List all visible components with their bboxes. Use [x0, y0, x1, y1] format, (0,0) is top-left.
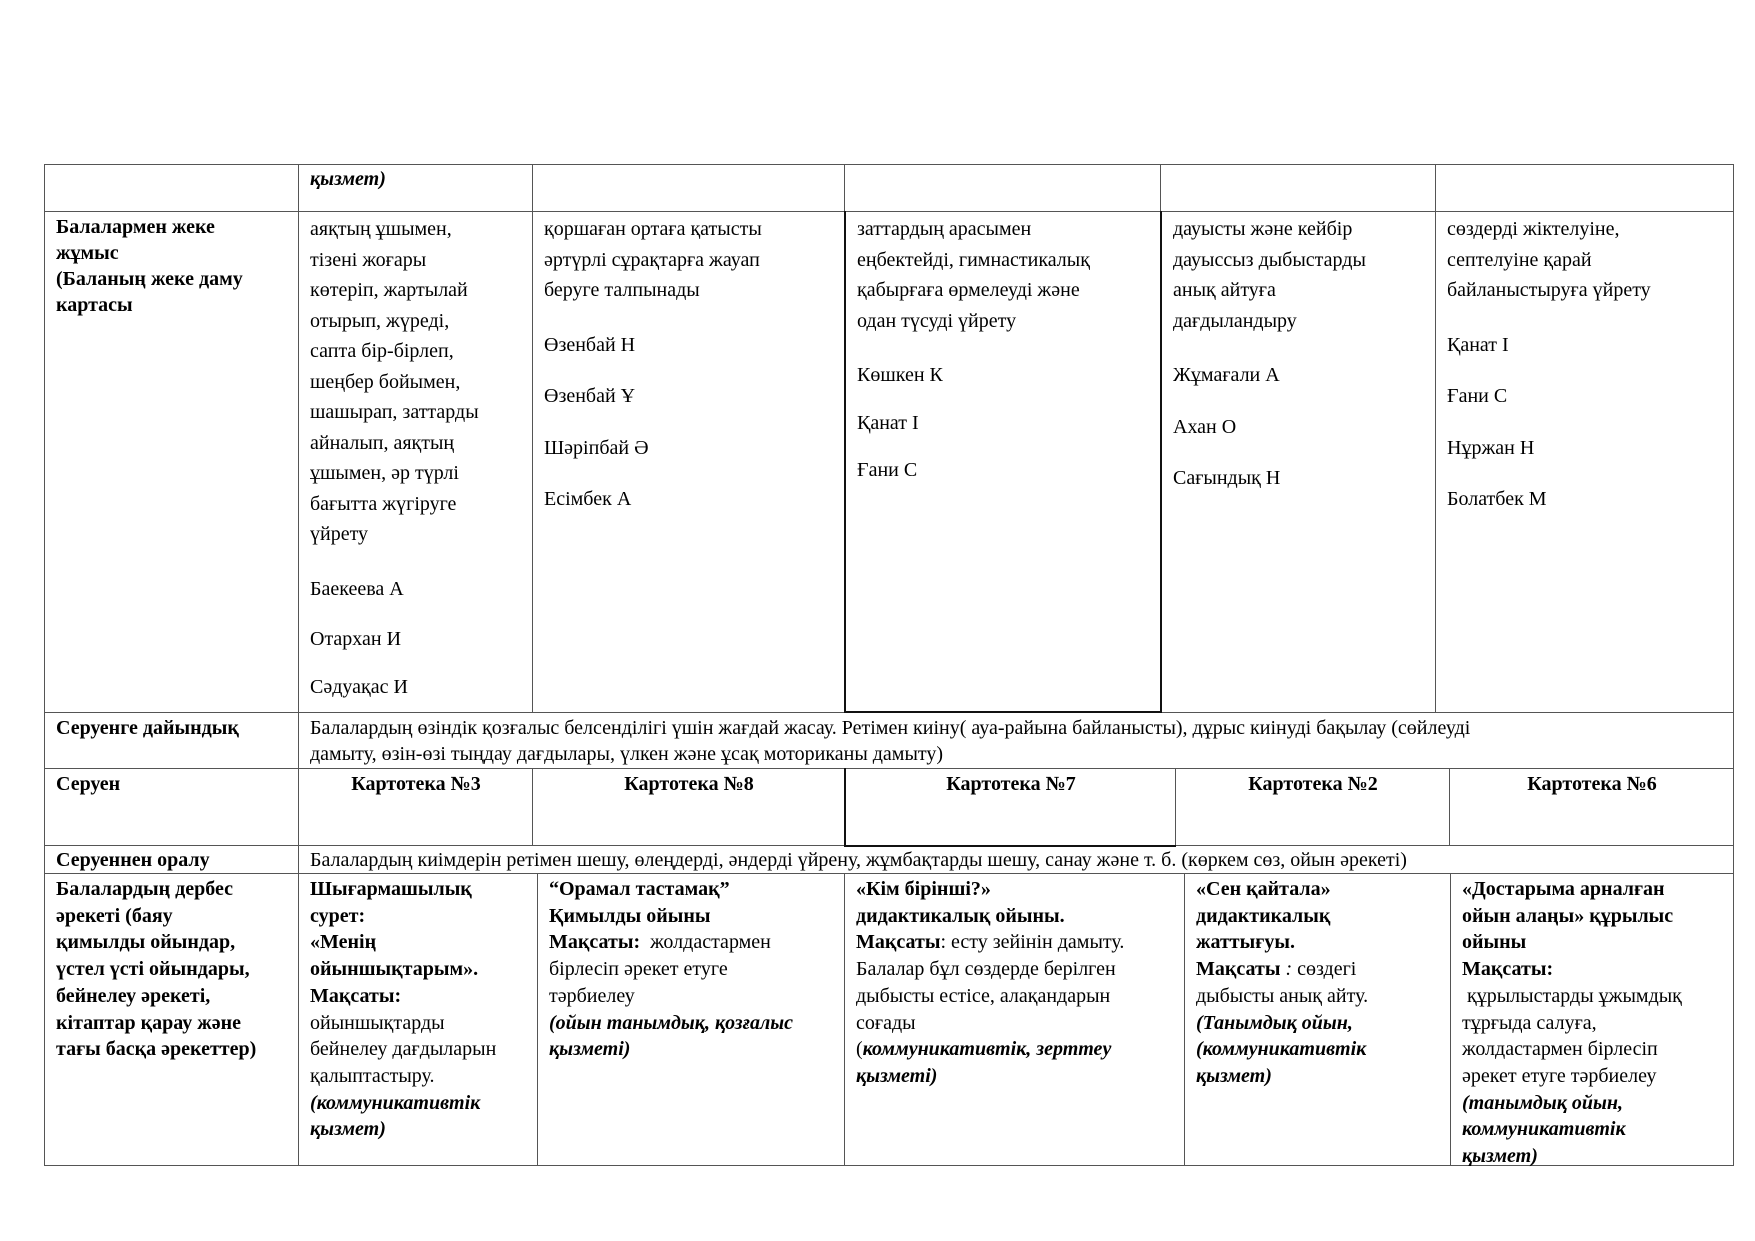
text-line: қабырғаға өрмелеуді және: [857, 279, 1080, 301]
child-name: Баекеева А: [310, 577, 404, 600]
activity-title-line: «Достарыма арналған: [1462, 878, 1665, 900]
text-line: тізені жоғары: [310, 248, 427, 271]
independent-activity-monday: [299, 874, 537, 1143]
activity-type-line: қызметі): [549, 1038, 631, 1061]
row-label-individual-work: [45, 212, 298, 318]
label-line: кітаптар қарау және: [56, 1011, 242, 1034]
activity-type-line: (Танымдық ойын,: [1196, 1011, 1353, 1034]
walk-card-friday: [1450, 769, 1733, 797]
activity-title-line: Шығармашылық: [310, 878, 472, 900]
activity-type-line: қызмет): [1462, 1145, 1538, 1168]
individual-work-tuesday: [533, 212, 844, 515]
activity-title-line: ойыны: [1462, 931, 1527, 954]
card-label: Картотека №2: [1248, 773, 1378, 795]
goal-line: құрылыстарды ұжымдық: [1462, 984, 1682, 1007]
label-line: Балалармен жеке: [56, 216, 215, 238]
text-line: дауысты және кейбір: [1173, 218, 1353, 240]
row-label-independent-activity: [45, 874, 298, 1063]
text-line: заттардың арасымен: [857, 218, 1032, 240]
text-line: сапта бір-бірлеп,: [310, 340, 454, 362]
goal-text: : есту зейінін дамыту.: [940, 931, 1125, 954]
activity-type-line: қызметі): [856, 1064, 938, 1087]
activity-type-line: (ойын танымдық, қозғалыс: [549, 1011, 794, 1034]
text-line: бағытта жүгіруге: [310, 492, 457, 515]
walk-card-tuesday: [533, 769, 844, 797]
text-line: дамыту, өзін-өзі тыңдау дағдылары, үлкен және ұсақ моториканы дамыту): [310, 743, 944, 765]
label-line: бейнелеу әрекеті,: [56, 984, 211, 1007]
activity-type-line: қызмет): [1196, 1064, 1272, 1087]
independent-activity-wednesday: [845, 874, 1184, 1090]
walk-card-monday: [299, 769, 532, 797]
goal-line: тәрбиелеу: [549, 984, 635, 1007]
text-line: дауыссыз дыбыстарды: [1173, 248, 1366, 271]
label-line: үстел үсті ойындары,: [56, 958, 250, 981]
goal-text: жолдастармен: [640, 931, 771, 954]
goal-line: жолдастармен бірлесіп: [1462, 1038, 1658, 1061]
card-label: Картотека №8: [624, 773, 754, 795]
child-name: Ахан О: [1173, 415, 1237, 438]
child-name: Қанат І: [1447, 333, 1509, 356]
activity-type-line: коммуникативтік, зерттеу: [862, 1038, 1112, 1061]
text-line: шеңбер бойымен,: [310, 370, 461, 393]
activity-title-line: ойын алаңы» құрылыс: [1462, 904, 1674, 927]
child-name: Өзенбай Ұ: [544, 385, 636, 407]
goal-line: дыбысты анық айту.: [1196, 984, 1369, 1007]
activity-title-line: «Сен қайтала»: [1196, 878, 1331, 900]
activity-title-line: «Менің: [310, 931, 377, 954]
child-name: Нұржан Н: [1447, 436, 1535, 459]
activity-title-line: дидактикалық: [1196, 904, 1331, 927]
text-line: үйрету: [310, 523, 369, 545]
text-line: шашырап, заттарды: [310, 401, 479, 423]
child-name: Сәдуақас И: [310, 675, 408, 698]
child-name: Болатбек М: [1447, 488, 1547, 510]
goal-line: тұрғыда салуға,: [1462, 1011, 1597, 1034]
individual-work-wednesday: [846, 212, 1160, 486]
card-label: Картотека №7: [946, 773, 1076, 795]
label-line: картасы: [56, 294, 133, 316]
activity-title-line: дидактикалық ойыны.: [856, 904, 1065, 927]
goal-label: Мақсаты: [856, 931, 941, 954]
text-line: септелуіне қарай: [1447, 248, 1592, 271]
text-line: отырып, жүреді,: [310, 309, 450, 332]
text-line: көтеріп, жартылай: [310, 279, 468, 301]
goal-text: сөздегі: [1297, 958, 1357, 981]
activity-open-paren: (: [856, 1038, 863, 1061]
activity-type-text: қызмет): [310, 168, 386, 190]
child-name: Өзенбай Н: [544, 333, 636, 356]
text-line: қоршаған ортаға қатысты: [544, 218, 762, 240]
label-text: Серуеннен оралу: [56, 849, 210, 871]
text-line: беруге талпынады: [544, 279, 700, 301]
child-name: Сағындық Н: [1173, 467, 1281, 489]
activity-type-line: (танымдық ойын,: [1462, 1091, 1623, 1114]
walk-return-content: [299, 846, 1733, 873]
text-line: дағдыландыру: [1173, 309, 1297, 332]
card-label: Картотека №3: [351, 773, 481, 795]
activity-title-line: жаттығуы.: [1196, 931, 1295, 954]
text-line: байланыстыруға үйрету: [1447, 279, 1651, 301]
activity-type-line: қызмет): [310, 1118, 386, 1141]
independent-activity-friday: [1451, 874, 1733, 1170]
card-label: Картотека №6: [1527, 773, 1657, 795]
goal-colon: :: [1280, 958, 1298, 981]
goal-line: бейнелеу дағдыларын: [310, 1038, 497, 1061]
walk-prep-content: [299, 713, 1733, 767]
child-name: Ғани С: [1447, 385, 1508, 407]
goal-line: соғады: [856, 1011, 916, 1034]
text-line: аяқтың ұшымен,: [310, 218, 452, 240]
goal-label: Мақсаты: [1196, 958, 1281, 981]
goal-label: Мақсаты:: [1462, 958, 1554, 981]
activity-type-cell: [299, 164, 532, 193]
label-line: қимылды ойындар,: [56, 931, 236, 954]
walk-card-thursday: [1176, 769, 1449, 797]
label-line: тағы басқа әрекеттер): [56, 1038, 257, 1061]
child-name: Қанат І: [857, 411, 919, 434]
text-line: Балалардың өзіндік қозғалыс белсенділігі үшін жағдай жасау. Ретімен киіну( ауа-райына байланысты), дұрыс киінуді бақылау (сөйлеуді: [310, 717, 1471, 739]
goal-line: бірлесіп әрекет етуге: [549, 958, 728, 981]
text-line: айналып, аяқтың: [310, 431, 455, 454]
child-name: Жұмағали А: [1173, 364, 1280, 386]
activity-title-line: Қимылды ойыны: [549, 904, 711, 927]
text-line: анық айтуға: [1173, 279, 1276, 301]
goal-line: дыбысты естісе, алақандарын: [856, 984, 1111, 1007]
independent-activity-tuesday: [538, 874, 844, 1063]
row-label-walk: [45, 769, 298, 797]
child-name: Ғани С: [857, 459, 918, 481]
activity-type-line: (коммуникативтік: [310, 1091, 481, 1114]
activity-type-line: (коммуникативтік: [1196, 1038, 1367, 1061]
row-label-walk-return: [45, 846, 298, 873]
goal-line: ойыншықтарды: [310, 1011, 445, 1034]
goal-line: әрекет етуге тәрбиелеу: [1462, 1064, 1657, 1087]
row-label-walk-prep: [45, 713, 298, 741]
walk-card-wednesday: [846, 769, 1175, 797]
label-line: жұмыс: [56, 242, 119, 264]
text-line: әртүрлі сұрақтарға жауап: [544, 248, 760, 271]
goal-line: Балалар бұл сөздерде берілген: [856, 958, 1116, 981]
label-line: Балалардың дербес: [56, 878, 233, 900]
label-text: Серуен: [56, 773, 121, 795]
goal-label: Мақсаты:: [310, 984, 402, 1007]
text-line: еңбектейді, гимнастикалық: [857, 248, 1090, 271]
child-name: Көшкен К: [857, 364, 943, 386]
activity-title-line: ойыншықтарым».: [310, 958, 479, 981]
goal-line: қалыптастыру.: [310, 1064, 435, 1087]
activity-type-line: коммуникативтік: [1462, 1118, 1626, 1141]
independent-activity-thursday: [1185, 874, 1450, 1090]
text-line: ұшымен, әр түрлі: [310, 462, 459, 484]
text-line: сөздерді жіктелуіне,: [1447, 218, 1620, 240]
child-name: Есімбек А: [544, 488, 632, 510]
individual-work-friday: [1436, 212, 1733, 515]
goal-label: Мақсаты:: [549, 931, 641, 954]
activity-title-line: “Орамал тастамақ”: [549, 878, 730, 900]
label-text: Серуенге дайындық: [56, 717, 239, 739]
text-line: одан түсуді үйрету: [857, 309, 1017, 332]
activity-title-line: «Кім бірінші?»: [856, 878, 991, 900]
activity-title-line: сурет:: [310, 904, 366, 927]
child-name: Шәріпбай Ә: [544, 436, 649, 459]
label-line: әрекеті (баяу: [56, 904, 173, 927]
child-name: Отархан И: [310, 628, 402, 650]
label-line: (Баланың жеке даму: [56, 268, 243, 290]
individual-work-thursday: [1162, 212, 1435, 494]
individual-work-monday: [299, 212, 532, 702]
table-border-right: [1733, 164, 1734, 1166]
text-line: Балалардың киімдерін ретімен шешу, өлеңдерді, әндерді үйрену, жұмбақтарды шешу, санау және т. б. (көркем сөз, ойын әрекеті): [310, 849, 1407, 871]
